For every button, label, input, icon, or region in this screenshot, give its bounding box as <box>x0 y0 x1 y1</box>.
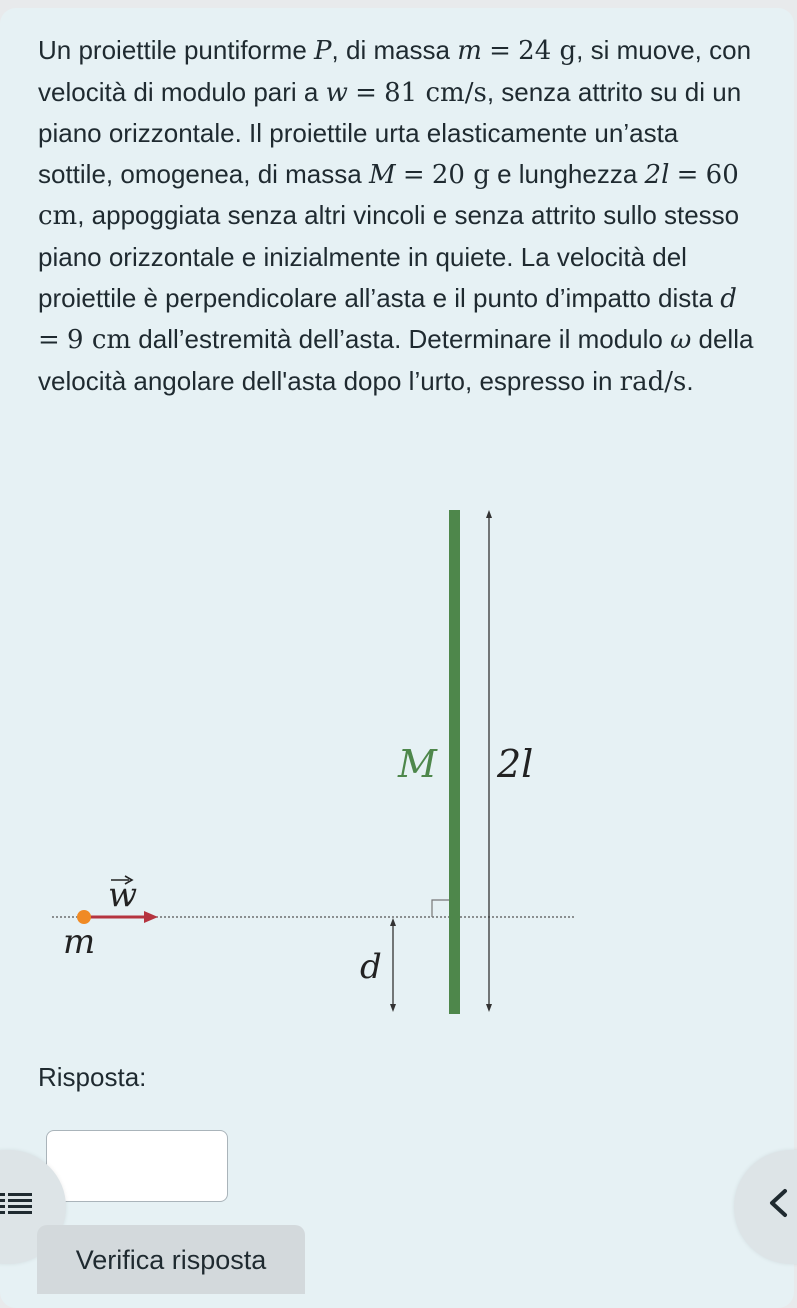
label-rod-length: 2l <box>497 742 534 786</box>
list-icon <box>0 1193 32 1215</box>
label-velocity: w <box>108 875 138 915</box>
verify-answer-button[interactable]: Verifica risposta <box>37 1225 305 1294</box>
chevron-left-icon <box>766 1188 790 1218</box>
physics-diagram <box>0 500 797 1030</box>
label-rod-mass: M <box>398 742 437 786</box>
label-projectile-mass: m <box>63 922 96 962</box>
right-angle-marker <box>432 900 449 917</box>
label-distance: d <box>360 947 382 987</box>
answer-label: Risposta: <box>38 1062 147 1092</box>
length-dimension <box>486 510 492 1012</box>
rod <box>449 510 460 1014</box>
answer-input[interactable] <box>46 1130 228 1202</box>
distance-dimension <box>390 918 396 1012</box>
question-text: Un proiettile puntiforme P, di massa m = 24 g, si muove, con velocità di modulo pari a w = 81 cm/s, senza attrito su di un piano orizzontale. Il proiettile urta elasticamente un’asta sottile, omogenea, di massa M = 20 g e lunghezza 2l = 60 cm, appoggiata senza altri vincoli e senza attrito sullo stesso piano orizzontale e inizialmente in quiete. La velocità del proiettile è perpendicolare all’asta e il punto d’impatto dista d = 9 cm dall’estremità dell’asta. Determinare il modulo ω della velocità angolare dell'asta dopo l’urto, espresso in rad/s. <box>38 35 754 397</box>
